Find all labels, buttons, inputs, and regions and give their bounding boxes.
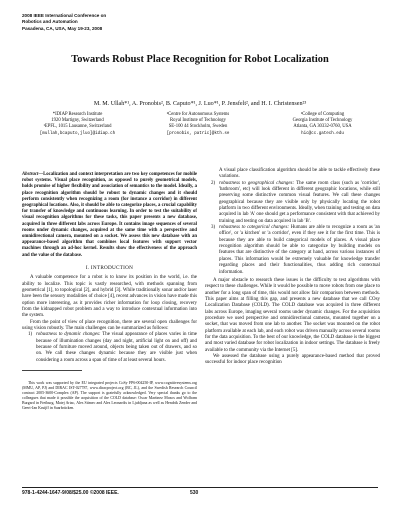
affiliation-line: Royal Institute of Technology (170, 118, 226, 124)
list-item (28, 332, 197, 364)
list-item-text: The same room class (such as 'corridor', 'bathroom', etc) will look different in different geographic locations, while still preserving some distinctive common visual features. We call these changes geographical because they are visible only by physically locating the robot platform in two different environments. Ideally, when training and testing on data acquired in lab 'A' one should get a performance consistent with that achieved by training and testing on data acquired in lab 'B'. (219, 180, 380, 224)
section-heading-introduction: I. INTRODUCTION (85, 264, 134, 271)
affiliation-line: ³College of Computing (300, 112, 345, 117)
body-paragraph: From the point of view of place recognition, there are several open challenges for using vision robustly. The main challenges can be summarized as follows: (22, 319, 197, 331)
affiliation-line: 1920 Martigny, Switzerland (51, 118, 104, 124)
list-item (211, 225, 380, 276)
footer-rule (22, 487, 378, 488)
footnote: This work was supported by the EU integrated projects CoSy FP6-004250-IP, www.cognitivesystems.org (MMU, AP, PJ) and DIRAC IST-027787, www.diracproject.org (BC, JL), and the Swedish Research Council contract 2005-3600-Complex (AP). The support is gratefully acknowledged. Very special thanks go to the colleagues that made it possible the acquisition of the COLD database: Oscar Martinez Mozos and Wolfram Burgard in Freiburg, Matej Artac, Ales Stimec and Ales Leonardis in Ljubljana as well as Hendrik Zender and Geert-Jan Kruijff in Saarbrücken. (22, 381, 197, 410)
left-column (22, 172, 197, 410)
list-item-number: 3) (211, 225, 216, 231)
page-number: 530 (190, 490, 199, 496)
abstract (22, 172, 197, 259)
affiliation-block (265, 112, 380, 137)
footnote-rule (22, 370, 82, 371)
list-item-text: Humans are able to recognize a room as 'an office', or 'a kitchen' or 'a corridor', even if they see it for the first time. This is because they are able to build categorical models of places. A visual place recognition algorithm should be able to categorize by building models on features that are distinctive of the category at hand, across various instances of places. This information would be extremely valuable for knowledge transfer regarding places and their functionalities, thus adding rich contextual information. (219, 225, 381, 275)
list-item (211, 181, 380, 225)
list-continuation: A visual place classification algorithm should be able to tackle effectively these variations. (219, 168, 380, 180)
conference-line: Pasadena, CA, USA, May 19-23, 2008 (22, 25, 103, 31)
paper-title: Towards Robust Place Recognition for Robot Localization (71, 54, 329, 65)
copyright-notice: 978-1-4244-1647-9/08/$25.00 ©2008 IEEE. (22, 490, 119, 496)
abstract-label: Abstract (22, 172, 39, 177)
list-item-label: robustness to geographical changes: (219, 180, 295, 186)
list-item-label: robustness to categorical changes: (219, 225, 290, 231)
affiliation-line: Georgia Institute of Technology (292, 118, 353, 124)
affiliation-block (143, 112, 253, 137)
affiliation-line: Atlanta, GA 30332-0760, USA (293, 124, 352, 130)
list-item-number: 1) (28, 332, 33, 338)
body-paragraph: A valuable competence for a robot is to know its position in the world, i.e. the ability to localize. This topic is vastly researched, with methods spanning from geometrical [1], to topological [2], and hybrid [3]. While traditionally sonar and/or laser have been the sensory modalities of choice [4], recent advances in vision have made this option more interesting, as it provides richer information for loop closing, recovery from the kidnapped robot problem and a way to introduce contextual information into the system. (22, 275, 197, 319)
conference-line: Robotics and Automation (22, 19, 78, 25)
list-item-number: 2) (211, 180, 216, 186)
list-item-label: robustness to dynamic changes: (36, 332, 101, 338)
body-paragraph: We assessed the database using a purely appearance-based method that proved successful for indoor place recognition (205, 353, 380, 366)
affiliation-block (25, 112, 130, 137)
author-list: M. M. Ullah*¹, A. Pronobis², B. Caputo*¹, J. Luo*¹, P. Jensfelt², and H. I. Christensen²³ (93, 101, 307, 107)
affiliation-email: [mullah,bcaputo,jluo]@idiap.ch (39, 131, 116, 136)
conference-header (22, 13, 106, 32)
body-paragraph: A major obstacle to research these issues is the difficulty to test algorithms with respect to these challenges. While it would be possible to move robots from one place to another for a long span of time, this would not allow fair comparison between methods. This paper aims at filling this gap, and presents a new database that we call COsy Localization Database (COLD). The COLD database was acquired in three different labs across Europe, imaging several rooms under dynamic changes. For the acquisition procedure we used perspective and omnidirectional cameras, mounted together on a socket, that was moved from one lab to another. The socket was mounted on the robot platform available at each lab, and each robot was driven manually across several rooms for the data acquisition. To the best of our knowledge, the COLD database is the biggest and most varied database for robot localization in indoor settings. The database is freely available to the community via the Internet [5]. (205, 277, 380, 353)
list-item-text: The visual appearance of places varies in time because of illumination changes (day and night, artificial light on and off) and because of furniture moved around, objects being taken out of drawers, and so on. We call these changes dynamic because they are visible just when considering a room across a span of time of at least several hours. (36, 332, 197, 363)
affiliation-line: ¹EPFL, 1015 Lausanne, Switzerland (43, 124, 112, 130)
affiliation-email: [pronobis, patric]@kth.se (166, 131, 230, 136)
affiliation-line: SE-100 44 Stockholm, Sweden (168, 124, 228, 130)
right-column (205, 168, 380, 367)
abstract-text: —Localization and context interpretation are two key competences for mobile robot systems. Visual place recognition, as opposed to purely geometrical models, holds promise of higher flexibility and association of semantics to the model. Ideally, a place recognition algorithm should be robust to dynamic changes and it should perform consistently when recognizing a room (for instance a corridor) in different geographical locations. Also, it should be able to categorize places, a crucial capability for transfer of knowledge and continuous learning. In order to test the suitability of visual recognition algorithms for these tasks, this paper presents a new database, acquired in three different labs across Europe. It contains image sequences of several rooms under dynamic changes, acquired at the same time with a perspective and omnidirectional camera, mounted on a socket. We assess this new database with an appearance-based algorithm that combines local features with support vector machines through an ad-hoc kernel. Results show the effectiveness of the approach and the value of the database. (22, 172, 197, 258)
affiliation-line: *IDIAP Research Institute (52, 112, 103, 117)
affiliation-email: hic@cc.gatech.edu (301, 131, 344, 136)
affiliation-line: ²Centre for Autonomous Systems (166, 112, 230, 117)
conference-line: 2008 IEEE International Conference on (22, 13, 107, 18)
